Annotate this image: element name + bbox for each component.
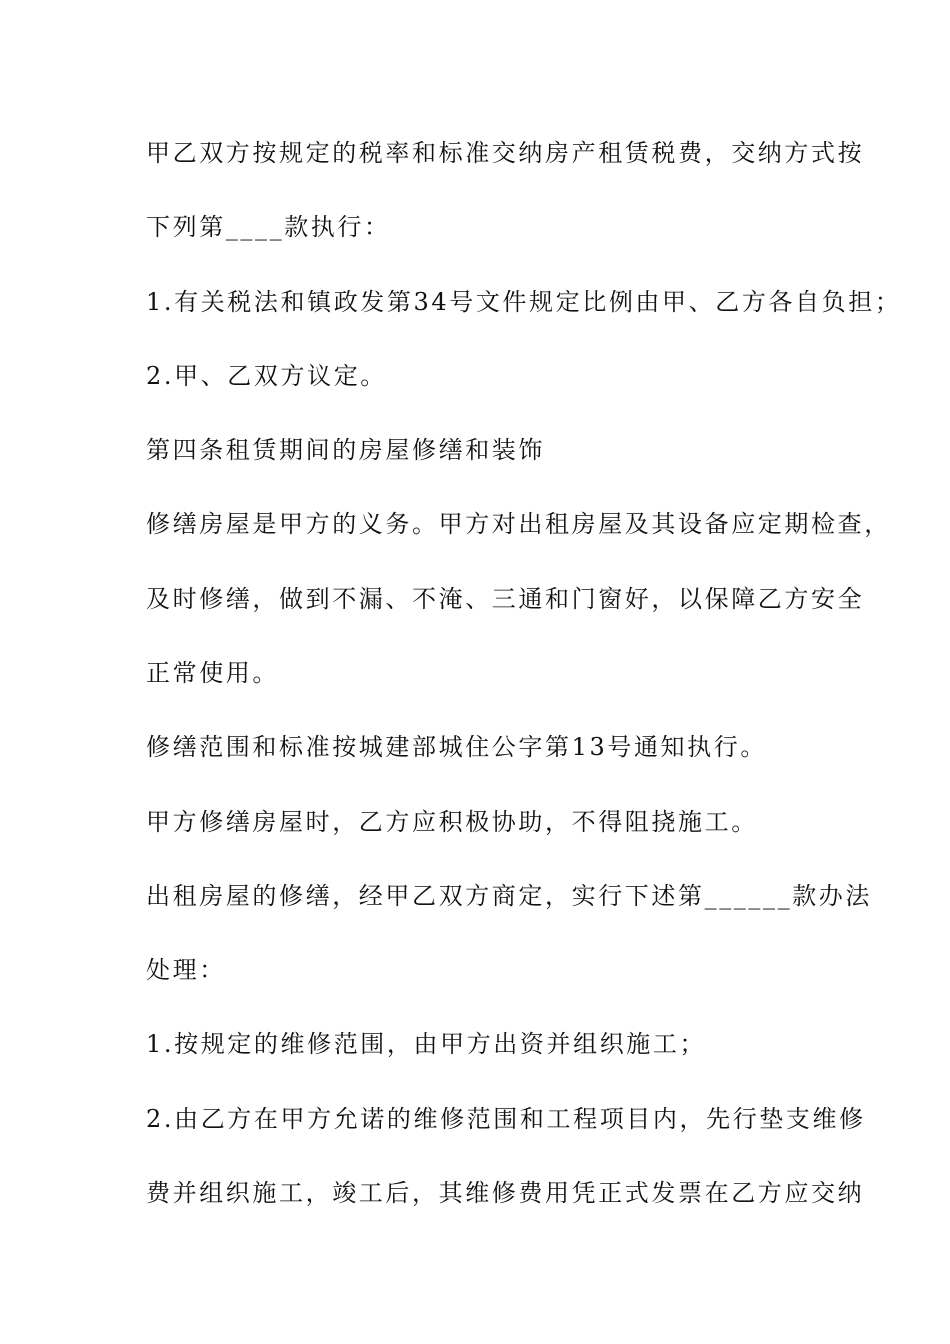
text-line-1: 甲乙双方按规定的税率和标准交纳房产租赁税费，交纳方式按	[146, 139, 865, 167]
text-line-13: 1.按规定的维修范围，由甲方出资并组织施工；	[146, 1030, 707, 1058]
section-heading: 第四条租赁期间的房屋修缮和装饰	[146, 436, 545, 464]
text-line-15: 费并组织施工，竣工后，其维修费用凭正式发票在乙方应交纳	[146, 1179, 865, 1207]
text-line-14: 2.由乙方在甲方允诺的维修范围和工程项目内，先行垫支维修	[146, 1105, 866, 1133]
text-line-6: 修缮房屋是甲方的义务。甲方对出租房屋及其设备应定期检查，	[146, 510, 891, 538]
text-line-10: 甲方修缮房屋时，乙方应积极协助，不得阻挠施工。	[146, 808, 758, 836]
text-line-9: 修缮范围和标准按城建部城住公字第13号通知执行。	[146, 733, 767, 761]
text-line-11: 出租房屋的修缮，经甲乙双方商定，实行下述第______款办法	[146, 882, 872, 910]
text-line-3: 1.有关税法和镇政发第34号文件规定比例由甲、乙方各自负担；	[146, 288, 902, 316]
text-line-2: 下列第____款执行：	[146, 213, 391, 241]
text-line-12: 处理：	[146, 956, 226, 984]
text-line-4: 2.甲、乙双方议定。	[146, 362, 387, 390]
text-line-8: 正常使用。	[146, 659, 279, 687]
text-line-7: 及时修缮，做到不漏、不淹、三通和门窗好，以保障乙方安全	[146, 585, 865, 613]
